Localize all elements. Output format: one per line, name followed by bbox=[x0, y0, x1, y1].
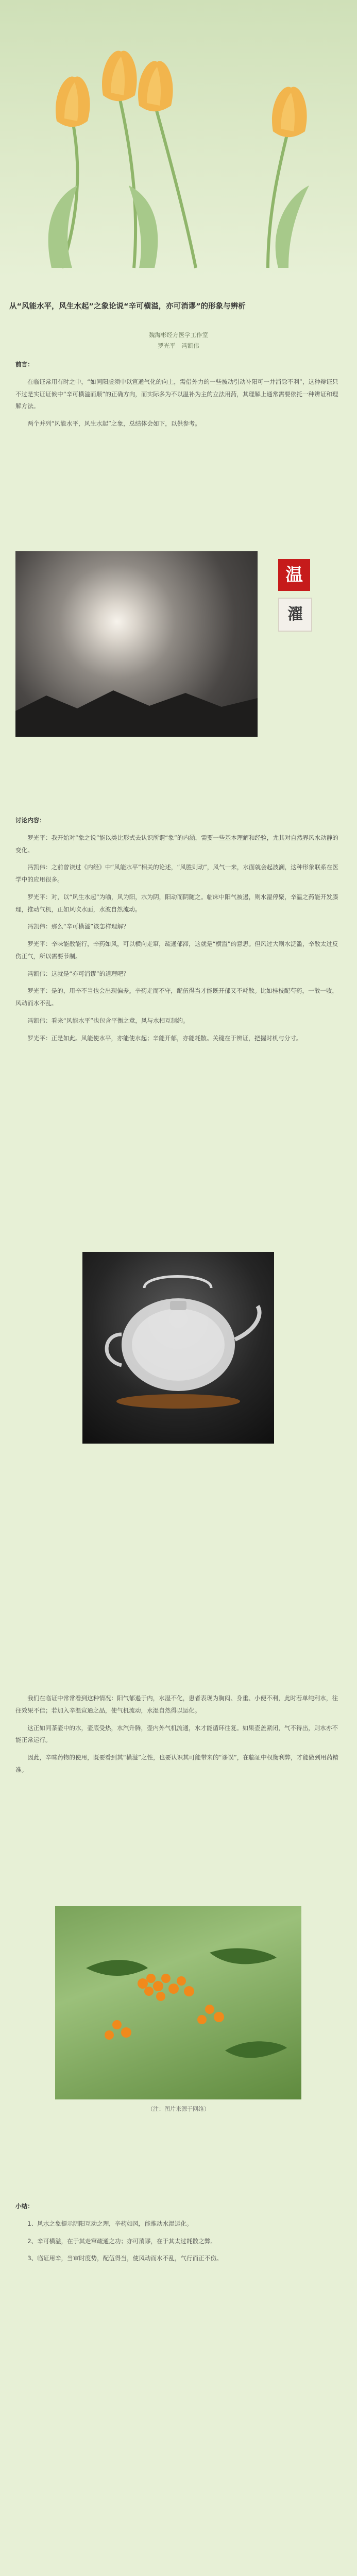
discussion-paragraph: 罗光平：辛味能散能行，辛药如风，可以横向走窜，疏通郁滞，这就是“横溢”的意思。但风过大则水泛滥，辛散太过反伤正气，所以需要节制。 bbox=[15, 940, 338, 960]
discussion-paragraph: 罗光平：我开始对“象之说”能以类比形式去认识所谓“象”的内涵，需要一些基本理解和经验，尤其对自然界风水动静的变化。 bbox=[15, 834, 338, 854]
byline bbox=[0, 330, 357, 351]
discussion-paragraph: 冯凯伟：之前曾读过《内经》中“风能水平”相关的论述，“风胜则动”，风气一来，水面就会起波澜，这种形象联系在医学中的应用很多。 bbox=[15, 863, 338, 884]
osmanthus-illustration bbox=[55, 1906, 301, 2099]
teapot-illustration bbox=[82, 1252, 274, 1444]
teapot-photo bbox=[82, 1252, 274, 1444]
preface-paragraph bbox=[15, 376, 342, 413]
summary-section bbox=[15, 2197, 342, 2270]
discussion-heading: 讨论内容： bbox=[15, 817, 45, 824]
osmanthus-photo bbox=[55, 1906, 301, 2099]
preface-paragraph: 两个并列“风能水平，风生水起”之象，总结体会如下，以供参考。 bbox=[27, 420, 201, 428]
byline-studio: 魏海彬经方医学工作室 bbox=[149, 331, 208, 338]
summary-item: 3、临证用辛，当审时度势，配伍得当，使风动而水不乱，气行而正不伤。 bbox=[27, 2255, 223, 2262]
sunrise-photo bbox=[15, 551, 258, 737]
preface-paragraph-text: 在临证常用有时之中，“如同阳虚须中以宣通气化的向上，需借外力的一些被动引动补阳可一并消除不利”，这种辩证只不过是实证证候中“辛可横溢而顺”的正确方向，而实际多为不以温补为主的立法用药，其理解上通常需要依托一种辨证和理解方法。 bbox=[15, 378, 338, 410]
summary-heading: 小结： bbox=[15, 2202, 33, 2210]
header-illustration bbox=[0, 0, 357, 278]
discussion-paragraph: 罗光平：正是如此。风能使水平，亦能使水起；辛能开郁，亦能耗散。关键在于辨证，把握时机与分寸。 bbox=[27, 1034, 302, 1042]
analysis-paragraph: 我们在临证中常常看到这种情况：阳气郁遏于内，水湿不化，患者表现为胸闷、身重、小便不利，此时若单纯利水，往往效果不佳；若加入辛温宣通之品，使气机流动，水湿自然得以运化。 bbox=[15, 1694, 338, 1714]
discussion-paragraph: 罗光平：是的，用辛不当也会出现偏差。辛药走而不守，配伍得当才能既开郁又不耗散。比如桂枝配芍药，一散一收，风动而水不乱。 bbox=[15, 987, 338, 1007]
preface-heading: 前言： bbox=[15, 361, 33, 368]
mountain-silhouette bbox=[15, 675, 258, 737]
discussion-section bbox=[15, 811, 342, 1049]
byline-authors: 罗光平 冯凯伟 bbox=[158, 342, 199, 349]
analysis-section bbox=[15, 1692, 342, 1782]
discussion-paragraph: 冯凯伟：这就是“亦可消谬”的道理吧？ bbox=[27, 970, 129, 977]
analysis-paragraph: 这正如同茶壶中的水，壶底受热，水汽升腾，壶内外气机流通，水才能循环往复。如果壶盖紧闭，气不得出，则水亦不能正常运行。 bbox=[15, 1724, 338, 1744]
discussion-paragraph: 冯凯伟：那么“辛可横溢”该怎样理解？ bbox=[27, 923, 129, 930]
analysis-paragraph: 因此，辛味药物的使用，既要看到其“横溢”之性，也要认识其可能带来的“谬误”，在临证中权衡利弊，才能做到用药精准。 bbox=[15, 1754, 338, 1773]
tulip-illustration bbox=[0, 0, 357, 278]
image-caption: （注：图片来源于网络） bbox=[147, 2106, 210, 2112]
article-title: 从“风能水平，风生水起”之象论说“辛可横溢，亦可消谬”的形象与辨析 bbox=[9, 302, 246, 311]
badge-wen: 温 bbox=[278, 559, 310, 591]
summary-item: 2、辛可横溢，在于其走窜疏通之功；亦可消谬，在于其太过耗散之弊。 bbox=[27, 2237, 216, 2245]
preface-section bbox=[15, 355, 342, 435]
discussion-paragraph: 冯凯伟：看来“风能水平”也包含平衡之意，风与水相互制约。 bbox=[27, 1016, 189, 1024]
discussion-paragraph: 罗光平：对，以“风生水起”为喻，风为阳，水为阴，阳动而阴随之。临床中阳气被遏，则水湿停聚，辛温之药能开发腠理，推动气机，正如风吹水面，水波自然流动。 bbox=[15, 893, 338, 913]
badge-zhuo: 濯 bbox=[278, 598, 312, 632]
summary-item: 1、风水之象提示阴阳互动之理，辛药如风，能推动水湿运化。 bbox=[27, 2219, 193, 2227]
